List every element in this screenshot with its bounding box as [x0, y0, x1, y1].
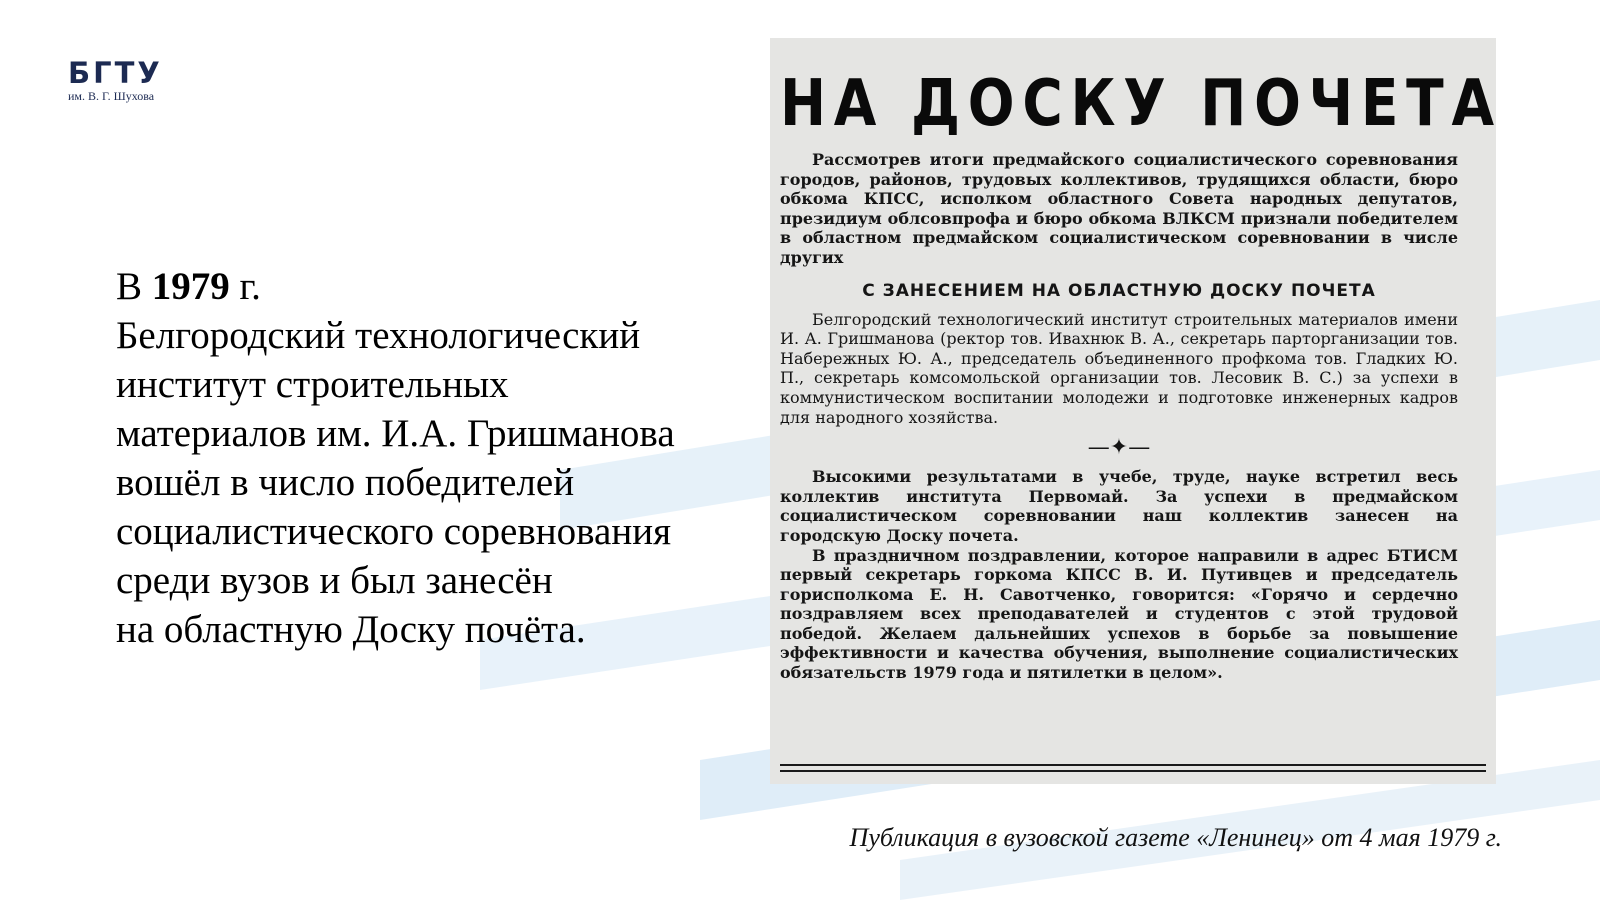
year-prefix: В: [116, 265, 152, 308]
clipping-rule-1: [780, 764, 1486, 766]
clipping-intro: Рассмотрев итоги предмайского социалистического соревнования городов, районов, трудовых коллективов, трудящихся области, бюро обкома КПСС, исполком областного Совета народных депутатов, президиум облсовпрофа и бюро обкома ВЛКСМ признали победителем в областном предмайском социалистическом соревновании в числе других: [780, 150, 1458, 267]
clipping-heading: С ЗАНЕСЕНИЕМ НА ОБЛАСТНУЮ ДОСКУ ПОЧЕТА: [862, 280, 1376, 301]
main-text-line: институт строительных: [116, 363, 509, 406]
clipping-rule-2: [780, 770, 1486, 772]
clipping-paragraph-2: В праздничном поздравлении, которое направили в адрес БТИСМ первый секретарь горкома КПСС В. И. Путивцев и председатель горисполкома Е. Н. Савотченко, говорится: «Горячо и сердечно поздравляем всех преподавателей и студентов с этой трудовой победой. Желаем дальнейших успехов в борьбе за повышение эффективности и качества обучения, выполнение социалистических обязательств 1979 года и пятилетки в целом».: [780, 545, 1458, 683]
year-line: [116, 262, 776, 311]
clipping-paragraph-1: Высокими результатами в учебе, труде, науке встретил весь коллектив института Первомай. За успехи в предмайском социалистическом соревновании наш коллектив занесен на городскую Доску почета.: [780, 467, 1458, 545]
year: 1979: [151, 265, 230, 308]
clipping-title: НА ДОСКУ ПОЧЕТА: [780, 67, 1502, 141]
logo-subtitle: им. В. Г. Шухова: [68, 89, 155, 103]
year-suffix: г.: [229, 265, 261, 308]
logo: [68, 58, 163, 103]
main-text-line: Белгородский технологический: [116, 314, 641, 357]
main-text: [116, 262, 776, 654]
main-text-line: социалистического соревнования: [116, 510, 672, 553]
main-text-line: вошёл в число победителей: [116, 461, 575, 504]
logo-mark: БГТУ: [68, 56, 163, 90]
caption: Публикация в вузовской газете «Ленинец» от 4 мая 1979 г.: [849, 823, 1502, 852]
clipping-separator: —✦—: [1087, 435, 1151, 461]
main-text-line: среди вузов и был занесён: [116, 559, 553, 602]
clipping-award: Белгородский технологический институт строительных материалов имени И. А. Гришманова (ректор тов. Ивахнюк В. А., секретарь парторганизации тов. Набережных Ю. А., председатель объединенного профкома тов. Гладких Ю. П., секретарь комсомольской организации тов. Лесовик В. С.) за успехи в коммунистическом воспитании молодежи и подготовке инженерных кадров для народного хозяйства.: [780, 309, 1458, 427]
main-text-line: на областную Доску почёта.: [116, 608, 586, 651]
main-text-line: материалов им. И.А. Гришманова: [116, 412, 675, 455]
newspaper-clipping: [770, 38, 1502, 784]
